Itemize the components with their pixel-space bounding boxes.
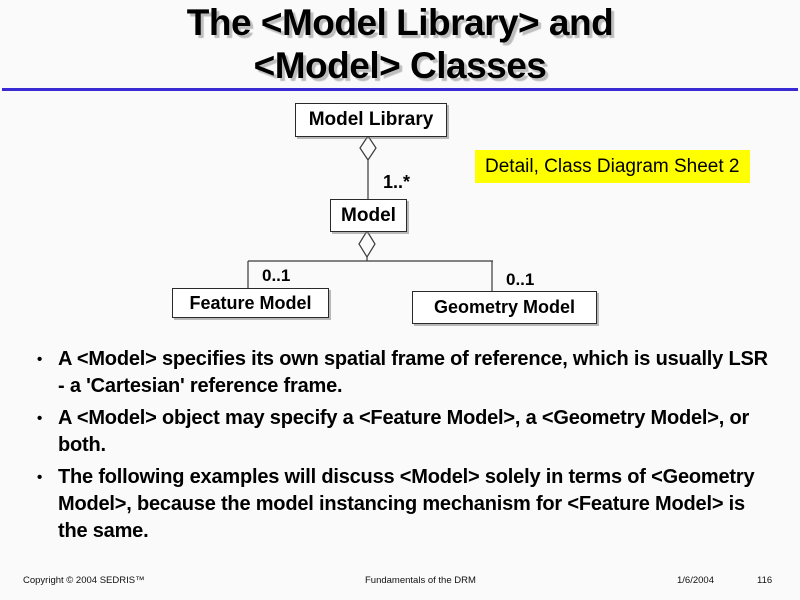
class-label-model: Model [341, 204, 396, 226]
bullet-list [30, 346, 771, 550]
class-label-model-library: Model Library [308, 109, 434, 130]
multiplicity-feature-model: 0..1 [262, 266, 291, 285]
multiplicity-geometry-model: 0..1 [506, 270, 535, 289]
class-label-geometry-model: Geometry Model [433, 297, 576, 317]
bullet-item [30, 464, 771, 545]
class-label-feature-model: Feature Model [189, 292, 312, 313]
class-box-feature-model [172, 288, 329, 318]
bullet-dot-icon: • [37, 351, 43, 368]
title-divider-rule [2, 88, 798, 91]
bullet-text: A <Model> specifies its own spatial frame of reference, which is usually LSR - a 'Cartesian' reference frame. [58, 348, 768, 397]
class-box-geometry-model [412, 291, 597, 324]
footer-date: 1/6/2004 [677, 575, 714, 586]
footer-copyright: Copyright © 2004 SEDRIS™ [23, 575, 145, 586]
bullet-item [30, 346, 771, 400]
footer-page-number: 116 [757, 575, 773, 586]
bullet-item [30, 405, 771, 459]
slide-title-line2: <Model> Classes [253, 45, 547, 86]
multiplicity-model: 1..* [383, 172, 411, 192]
footer-course-title: Fundamentals of the DRM [365, 575, 476, 586]
aggregation-diamond-icon [359, 136, 376, 257]
class-box-model-library [295, 103, 447, 137]
class-box-model [330, 199, 407, 232]
bullet-text: A <Model> object may specify a <Feature Model>, a <Geometry Model>, or both. [58, 407, 750, 456]
bullet-dot-icon: • [37, 469, 43, 486]
slide-title-line1: The <Model Library> and [186, 2, 614, 43]
bullet-text: The following examples will discuss <Model> solely in terms of <Geometry Model>, because the model instancing mechanism for <Feature Model> is the same. [58, 466, 755, 542]
bullet-dot-icon: • [37, 410, 43, 427]
slide-title [0, 1, 800, 87]
callout-note: Detail, Class Diagram Sheet 2 [475, 150, 750, 183]
